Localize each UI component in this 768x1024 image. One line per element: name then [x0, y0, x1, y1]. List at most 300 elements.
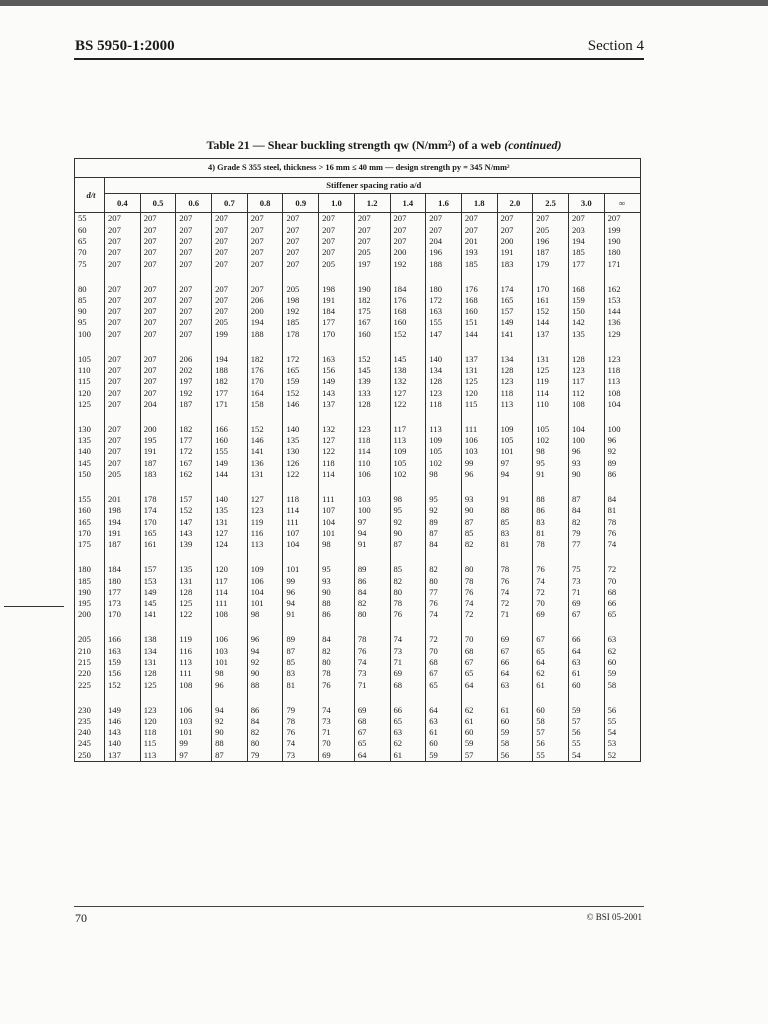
table-cell: 160 — [212, 435, 248, 446]
table-row — [75, 645, 641, 656]
table-cell: 72 — [604, 564, 640, 575]
table-cell: 135 — [568, 328, 604, 339]
spacer-cell — [140, 410, 176, 424]
table-cell: 207 — [283, 258, 319, 269]
table-cell: 71 — [354, 679, 390, 690]
table-cell: 102 — [533, 435, 569, 446]
table-cell: 180 — [105, 575, 141, 586]
table-cell: 82 — [568, 516, 604, 527]
row-dt-value: 155 — [75, 494, 105, 505]
table-cell: 90 — [461, 505, 497, 516]
table-cell: 82 — [461, 539, 497, 550]
table-cell: 207 — [426, 213, 462, 225]
table-cell: 114 — [354, 446, 390, 457]
table-cell: 194 — [568, 236, 604, 247]
table-cell: 115 — [461, 399, 497, 410]
table-cell: 207 — [140, 317, 176, 328]
spacer-cell — [247, 620, 283, 634]
table-cell: 66 — [604, 598, 640, 609]
table-cell: 90 — [212, 727, 248, 738]
table-cell: 64 — [568, 645, 604, 656]
table-cell: 155 — [426, 317, 462, 328]
spacer-cell — [140, 691, 176, 705]
table-cell: 193 — [461, 247, 497, 258]
table-cell: 65 — [604, 609, 640, 620]
spacer-cell — [390, 269, 426, 283]
table-row — [75, 306, 641, 317]
table-cell: 165 — [497, 294, 533, 305]
table-cell: 112 — [568, 387, 604, 398]
table-cell: 62 — [604, 645, 640, 656]
table-cell: 172 — [176, 446, 212, 457]
table-cell: 86 — [533, 505, 569, 516]
table-cell: 57 — [568, 716, 604, 727]
table-cell: 149 — [140, 586, 176, 597]
table-cell: 73 — [390, 645, 426, 656]
table-cell: 90 — [390, 528, 426, 539]
table-cell: 120 — [140, 716, 176, 727]
table-cell: 135 — [176, 564, 212, 575]
table-cell: 76 — [426, 598, 462, 609]
table-cell: 86 — [604, 469, 640, 480]
table-cell: 152 — [390, 328, 426, 339]
spacer-cell — [283, 269, 319, 283]
table-cell: 65 — [461, 668, 497, 679]
table-cell: 125 — [533, 365, 569, 376]
column-header: 2.5 — [533, 194, 569, 213]
table-cell: 161 — [140, 539, 176, 550]
table-cell: 105 — [390, 457, 426, 468]
table-cell: 60 — [604, 657, 640, 668]
table-cell: 207 — [568, 213, 604, 225]
table-cell: 207 — [176, 236, 212, 247]
table-cell: 185 — [461, 258, 497, 269]
table-cell: 60 — [568, 679, 604, 690]
spacer-cell — [140, 480, 176, 494]
row-dt-value: 165 — [75, 516, 105, 527]
table-cell: 117 — [390, 424, 426, 435]
table-cell: 137 — [105, 749, 141, 761]
row-dt-value: 90 — [75, 306, 105, 317]
table-cell: 81 — [497, 539, 533, 550]
table-cell: 103 — [461, 446, 497, 457]
spacer-cell — [319, 480, 355, 494]
table-cell: 76 — [390, 609, 426, 620]
spacer-cell — [604, 480, 640, 494]
table-cell: 207 — [247, 258, 283, 269]
table-cell: 123 — [497, 376, 533, 387]
table-cell: 116 — [247, 528, 283, 539]
table-cell: 171 — [212, 399, 248, 410]
table-cell: 146 — [283, 399, 319, 410]
spacer-cell — [461, 410, 497, 424]
table-cell: 54 — [604, 727, 640, 738]
table-row — [75, 283, 641, 294]
table-cell: 143 — [176, 528, 212, 539]
table-cell: 72 — [426, 634, 462, 645]
spacer-cell — [176, 340, 212, 354]
table-cell: 128 — [426, 376, 462, 387]
row-dt-value: 240 — [75, 727, 105, 738]
row-dt-value: 160 — [75, 505, 105, 516]
table-cell: 206 — [247, 294, 283, 305]
table-cell: 184 — [390, 283, 426, 294]
table-cell: 200 — [140, 424, 176, 435]
table-cell: 199 — [212, 328, 248, 339]
table-row — [75, 539, 641, 550]
table-cell: 80 — [247, 738, 283, 749]
table-cell: 93 — [568, 457, 604, 468]
table-cell: 123 — [140, 704, 176, 715]
spacer-cell — [497, 269, 533, 283]
table-cell: 207 — [105, 353, 141, 364]
row-dt-value: 195 — [75, 598, 105, 609]
spacer-cell — [75, 340, 105, 354]
table-cell: 83 — [533, 516, 569, 527]
table-cell: 192 — [176, 387, 212, 398]
table-cell: 126 — [283, 457, 319, 468]
table-cell: 170 — [140, 516, 176, 527]
table-cell: 170 — [319, 328, 355, 339]
table-cell: 207 — [176, 306, 212, 317]
table-cell: 108 — [212, 609, 248, 620]
row-dt-value: 130 — [75, 424, 105, 435]
spacer-cell — [354, 480, 390, 494]
table-cell: 207 — [390, 224, 426, 235]
table-cell: 160 — [461, 306, 497, 317]
spacer-cell — [140, 269, 176, 283]
row-dt-value: 120 — [75, 387, 105, 398]
table-cell: 106 — [247, 575, 283, 586]
spacer-cell — [568, 410, 604, 424]
column-header: 0.8 — [247, 194, 283, 213]
table-cell: 143 — [105, 727, 141, 738]
table-cell: 118 — [604, 365, 640, 376]
table-cell: 207 — [105, 213, 141, 225]
table-cell: 92 — [604, 446, 640, 457]
row-dt-value: 95 — [75, 317, 105, 328]
table-cell: 57 — [533, 727, 569, 738]
spacer-cell — [212, 620, 248, 634]
table-row — [75, 457, 641, 468]
table-cell: 185 — [283, 317, 319, 328]
table-cell: 138 — [390, 365, 426, 376]
table-cell: 165 — [140, 528, 176, 539]
table-cell: 73 — [354, 668, 390, 679]
row-dt-value: 180 — [75, 564, 105, 575]
table-cell: 67 — [426, 668, 462, 679]
spacer-cell — [247, 691, 283, 705]
table-row — [75, 399, 641, 410]
table-cell: 91 — [354, 539, 390, 550]
table-cell: 164 — [247, 387, 283, 398]
spacer-cell — [75, 691, 105, 705]
table-cell: 207 — [247, 213, 283, 225]
table-cell: 84 — [568, 505, 604, 516]
table-cell: 111 — [176, 668, 212, 679]
table-cell: 168 — [568, 283, 604, 294]
table-cell: 111 — [461, 424, 497, 435]
column-header: 0.6 — [176, 194, 212, 213]
spacer-cell — [426, 480, 462, 494]
table-cell: 207 — [319, 236, 355, 247]
table-cell: 68 — [461, 645, 497, 656]
row-dt-value: 110 — [75, 365, 105, 376]
table-cell: 113 — [140, 749, 176, 761]
copyright-notice: © BSI 05-2001 — [586, 912, 642, 922]
table-row — [75, 236, 641, 247]
table-cell: 109 — [497, 424, 533, 435]
table-cell: 95 — [390, 505, 426, 516]
table-cell: 96 — [247, 634, 283, 645]
spacer-cell — [533, 620, 569, 634]
spacer-cell — [533, 410, 569, 424]
spacer-cell — [354, 550, 390, 564]
row-dt-value: 145 — [75, 457, 105, 468]
row-dt-value: 115 — [75, 376, 105, 387]
table-cell: 116 — [176, 645, 212, 656]
table-cell: 135 — [212, 505, 248, 516]
table-cell: 170 — [247, 376, 283, 387]
table-cell: 207 — [176, 247, 212, 258]
spacer-cell — [283, 620, 319, 634]
row-dt-value: 55 — [75, 213, 105, 225]
table-cell: 82 — [426, 564, 462, 575]
row-dt-value: 250 — [75, 749, 105, 761]
table-cell: 55 — [604, 716, 640, 727]
table-cell: 170 — [533, 283, 569, 294]
spacer-cell — [247, 480, 283, 494]
table-cell: 207 — [140, 387, 176, 398]
table-cell: 207 — [247, 224, 283, 235]
row-dt-value: 140 — [75, 446, 105, 457]
table-cell: 197 — [176, 376, 212, 387]
table-cell: 60 — [497, 716, 533, 727]
table-cell: 82 — [390, 575, 426, 586]
table-cell: 98 — [319, 539, 355, 550]
table-cell: 73 — [568, 575, 604, 586]
spacer-cell — [319, 620, 355, 634]
table-cell: 168 — [390, 306, 426, 317]
table-cell: 207 — [105, 236, 141, 247]
table-cell: 204 — [140, 399, 176, 410]
table-cell: 74 — [604, 539, 640, 550]
table-cell: 83 — [283, 668, 319, 679]
table-cell: 65 — [390, 716, 426, 727]
table-cell: 207 — [105, 365, 141, 376]
table-row — [75, 634, 641, 645]
table-cell: 119 — [247, 516, 283, 527]
spacer-cell — [283, 691, 319, 705]
table-cell: 58 — [533, 716, 569, 727]
table-cell: 60 — [426, 738, 462, 749]
row-dt-value: 200 — [75, 609, 105, 620]
row-dt-value: 205 — [75, 634, 105, 645]
column-header: 1.0 — [319, 194, 355, 213]
spacer-cell — [390, 691, 426, 705]
table-cell: 106 — [176, 704, 212, 715]
table-cell: 167 — [176, 457, 212, 468]
table-row — [75, 704, 641, 715]
table-cell: 176 — [247, 365, 283, 376]
table-cell: 159 — [568, 294, 604, 305]
table-cell: 61 — [568, 668, 604, 679]
table-cell: 54 — [568, 749, 604, 761]
table-cell: 125 — [461, 376, 497, 387]
table-cell: 207 — [283, 236, 319, 247]
table-cell: 84 — [354, 586, 390, 597]
table-cell: 131 — [212, 516, 248, 527]
spacer-cell — [75, 410, 105, 424]
table-cell: 107 — [319, 505, 355, 516]
table-cell: 170 — [105, 609, 141, 620]
table-cell: 207 — [390, 213, 426, 225]
group-spacer — [75, 620, 641, 634]
table-cell: 80 — [426, 575, 462, 586]
table-cell: 144 — [533, 317, 569, 328]
table-cell: 84 — [319, 634, 355, 645]
table-cell: 63 — [426, 716, 462, 727]
shear-buckling-table — [74, 158, 641, 762]
table-cell: 101 — [497, 446, 533, 457]
table-cell: 105 — [533, 424, 569, 435]
table-cell: 187 — [176, 399, 212, 410]
table-cell: 137 — [461, 353, 497, 364]
table-cell: 119 — [533, 376, 569, 387]
table-cell: 198 — [283, 294, 319, 305]
spacer-cell — [354, 620, 390, 634]
table-cell: 179 — [533, 258, 569, 269]
table-cell: 65 — [426, 679, 462, 690]
table-cell: 109 — [426, 435, 462, 446]
table-cell: 104 — [568, 424, 604, 435]
column-group-label: Stiffener spacing ratio a/d — [105, 178, 641, 194]
spacer-cell — [176, 691, 212, 705]
table-cell: 141 — [497, 328, 533, 339]
table-cell: 159 — [105, 657, 141, 668]
spacer-cell — [176, 550, 212, 564]
table-cell: 109 — [247, 564, 283, 575]
table-cell: 166 — [105, 634, 141, 645]
spacer-cell — [176, 269, 212, 283]
table-cell: 93 — [319, 575, 355, 586]
table-cell: 97 — [497, 457, 533, 468]
spacer-cell — [604, 269, 640, 283]
table-row — [75, 749, 641, 761]
table-cell: 177 — [319, 317, 355, 328]
table-cell: 80 — [354, 609, 390, 620]
table-cell: 207 — [283, 213, 319, 225]
table-cell: 92 — [247, 657, 283, 668]
table-row — [75, 294, 641, 305]
table-cell: 153 — [140, 575, 176, 586]
table-cell: 207 — [105, 247, 141, 258]
table-cell: 87 — [390, 539, 426, 550]
row-dt-value: 75 — [75, 258, 105, 269]
table-cell: 146 — [247, 435, 283, 446]
table-cell: 69 — [390, 668, 426, 679]
table-cell: 106 — [461, 435, 497, 446]
table-cell: 123 — [426, 387, 462, 398]
row-dt-value: 170 — [75, 528, 105, 539]
table-cell: 207 — [212, 247, 248, 258]
spacer-cell — [390, 550, 426, 564]
table-cell: 77 — [568, 539, 604, 550]
table-row — [75, 609, 641, 620]
table-cell: 149 — [212, 457, 248, 468]
table-cell: 74 — [533, 575, 569, 586]
table-cell: 191 — [319, 294, 355, 305]
table-cell: 177 — [176, 435, 212, 446]
row-dt-value: 190 — [75, 586, 105, 597]
table-cell: 83 — [497, 528, 533, 539]
table-cell: 140 — [283, 424, 319, 435]
table-cell: 60 — [461, 727, 497, 738]
row-dt-value: 220 — [75, 668, 105, 679]
table-cell: 166 — [212, 424, 248, 435]
table-cell: 82 — [319, 645, 355, 656]
spacer-cell — [319, 269, 355, 283]
table-cell: 108 — [176, 679, 212, 690]
table-cell: 106 — [212, 634, 248, 645]
table-cell: 131 — [533, 353, 569, 364]
table-cell: 162 — [176, 469, 212, 480]
row-dt-value: 210 — [75, 645, 105, 656]
table-cell: 165 — [283, 365, 319, 376]
row-dt-value: 125 — [75, 399, 105, 410]
table-cell: 90 — [319, 586, 355, 597]
table-cell: 207 — [105, 317, 141, 328]
table-cell: 103 — [176, 716, 212, 727]
table-cell: 191 — [105, 528, 141, 539]
table-cell: 140 — [105, 738, 141, 749]
table-cell: 167 — [354, 317, 390, 328]
table-cell: 207 — [176, 258, 212, 269]
row-dt-value: 230 — [75, 704, 105, 715]
table-cell: 207 — [461, 224, 497, 235]
table-cell: 100 — [568, 435, 604, 446]
table-cell: 67 — [568, 609, 604, 620]
scan-top-edge — [0, 0, 768, 6]
row-dt-value: 150 — [75, 469, 105, 480]
spacer-cell — [176, 410, 212, 424]
table-cell: 74 — [354, 657, 390, 668]
table-cell: 182 — [212, 376, 248, 387]
table-cell: 59 — [604, 668, 640, 679]
group-spacer — [75, 340, 641, 354]
table-cell: 113 — [247, 539, 283, 550]
table-cell: 61 — [390, 749, 426, 761]
table-cell: 134 — [140, 645, 176, 656]
table-cell: 174 — [497, 283, 533, 294]
table-cell: 101 — [319, 528, 355, 539]
table-cell: 207 — [319, 224, 355, 235]
table-cell: 149 — [105, 704, 141, 715]
table-cell: 157 — [140, 564, 176, 575]
table-cell: 78 — [461, 575, 497, 586]
table-cell: 207 — [140, 247, 176, 258]
section-label: Section 4 — [587, 38, 644, 54]
table-cell: 177 — [212, 387, 248, 398]
table-cell: 97 — [176, 749, 212, 761]
table-cell: 207 — [533, 213, 569, 225]
table-cell: 86 — [354, 575, 390, 586]
table-cell: 82 — [354, 598, 390, 609]
table-cell: 64 — [426, 704, 462, 715]
table-cell: 56 — [497, 749, 533, 761]
spacer-cell — [176, 620, 212, 634]
table-row — [75, 435, 641, 446]
